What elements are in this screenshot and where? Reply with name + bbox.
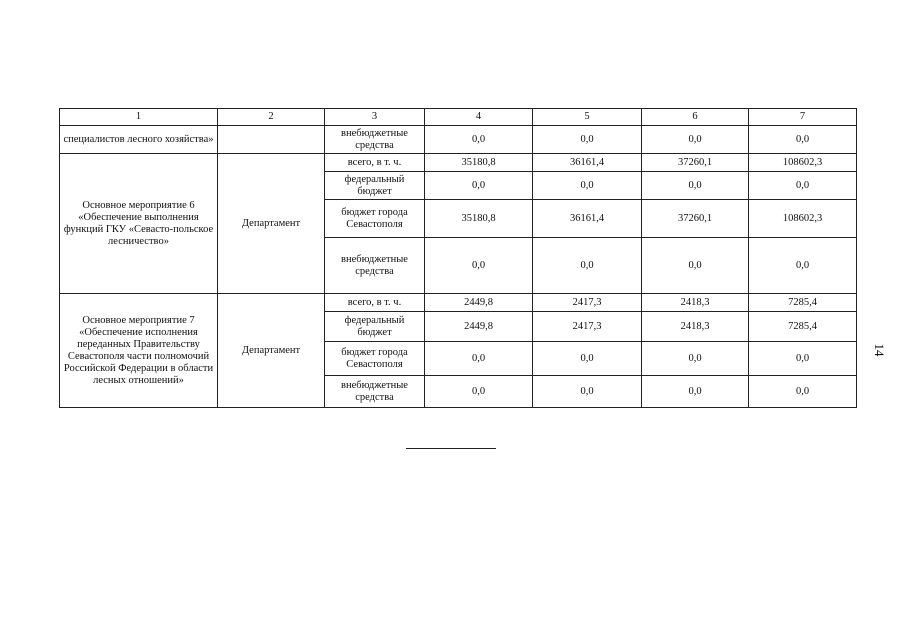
value-cell: 108602,3 xyxy=(749,200,857,238)
value-cell: 0,0 xyxy=(642,342,749,376)
value-cell: 0,0 xyxy=(533,376,642,408)
table-row xyxy=(60,154,857,172)
source-cell: федеральный бюджет xyxy=(325,172,425,200)
value-cell: 0,0 xyxy=(749,126,857,154)
value-cell: 0,0 xyxy=(533,342,642,376)
source-cell: всего, в т. ч. xyxy=(325,294,425,312)
source-cell: внебюджетные средства xyxy=(325,376,425,408)
executor-cell: Департамент xyxy=(218,294,325,408)
value-cell: 36161,4 xyxy=(533,154,642,172)
value-cell: 0,0 xyxy=(425,342,533,376)
measure-cell: Основное мероприятие 6 «Обеспечение выполнения функций ГКУ «Севасто-польское лесничество» xyxy=(60,154,218,294)
header-cell: 3 xyxy=(325,109,425,126)
value-cell: 0,0 xyxy=(425,238,533,294)
value-cell: 0,0 xyxy=(425,172,533,200)
value-cell: 7285,4 xyxy=(749,312,857,342)
header-cell: 4 xyxy=(425,109,533,126)
value-cell: 37260,1 xyxy=(642,200,749,238)
source-cell: федеральный бюджет xyxy=(325,312,425,342)
value-cell: 2417,3 xyxy=(533,294,642,312)
value-cell: 36161,4 xyxy=(533,200,642,238)
value-cell: 7285,4 xyxy=(749,294,857,312)
measure-cell: специалистов лесного хозяйства» xyxy=(60,126,218,154)
executor-cell xyxy=(218,126,325,154)
value-cell: 0,0 xyxy=(749,376,857,408)
header-cell: 6 xyxy=(642,109,749,126)
value-cell: 35180,8 xyxy=(425,200,533,238)
value-cell: 0,0 xyxy=(642,126,749,154)
header-cell: 1 xyxy=(60,109,218,126)
table-header-row xyxy=(60,109,857,126)
value-cell: 2449,8 xyxy=(425,294,533,312)
source-cell: бюджет города Севастополя xyxy=(325,342,425,376)
value-cell: 2449,8 xyxy=(425,312,533,342)
table-row xyxy=(60,126,857,154)
end-divider xyxy=(406,448,496,449)
header-cell: 5 xyxy=(533,109,642,126)
value-cell: 0,0 xyxy=(533,238,642,294)
source-cell: внебюджетные средства xyxy=(325,238,425,294)
budget-table xyxy=(59,108,857,408)
page-number: 14 xyxy=(872,343,887,357)
executor-cell: Департамент xyxy=(218,154,325,294)
value-cell: 0,0 xyxy=(533,126,642,154)
value-cell: 0,0 xyxy=(533,172,642,200)
source-cell: всего, в т. ч. xyxy=(325,154,425,172)
header-cell: 7 xyxy=(749,109,857,126)
value-cell: 2418,3 xyxy=(642,312,749,342)
value-cell: 108602,3 xyxy=(749,154,857,172)
measure-cell: Основное мероприятие 7 «Обеспечение исполнения переданных Правительству Севастополя части полномочий Российской Федерации в области лесных отношений» xyxy=(60,294,218,408)
value-cell: 0,0 xyxy=(749,172,857,200)
value-cell: 0,0 xyxy=(425,126,533,154)
value-cell: 2418,3 xyxy=(642,294,749,312)
source-cell: внебюджетные средства xyxy=(325,126,425,154)
value-cell: 0,0 xyxy=(749,342,857,376)
value-cell: 35180,8 xyxy=(425,154,533,172)
value-cell: 37260,1 xyxy=(642,154,749,172)
value-cell: 0,0 xyxy=(642,376,749,408)
value-cell: 0,0 xyxy=(642,172,749,200)
header-cell: 2 xyxy=(218,109,325,126)
table-row xyxy=(60,294,857,312)
value-cell: 0,0 xyxy=(425,376,533,408)
source-cell: бюджет города Севастополя xyxy=(325,200,425,238)
value-cell: 0,0 xyxy=(642,238,749,294)
value-cell: 0,0 xyxy=(749,238,857,294)
value-cell: 2417,3 xyxy=(533,312,642,342)
